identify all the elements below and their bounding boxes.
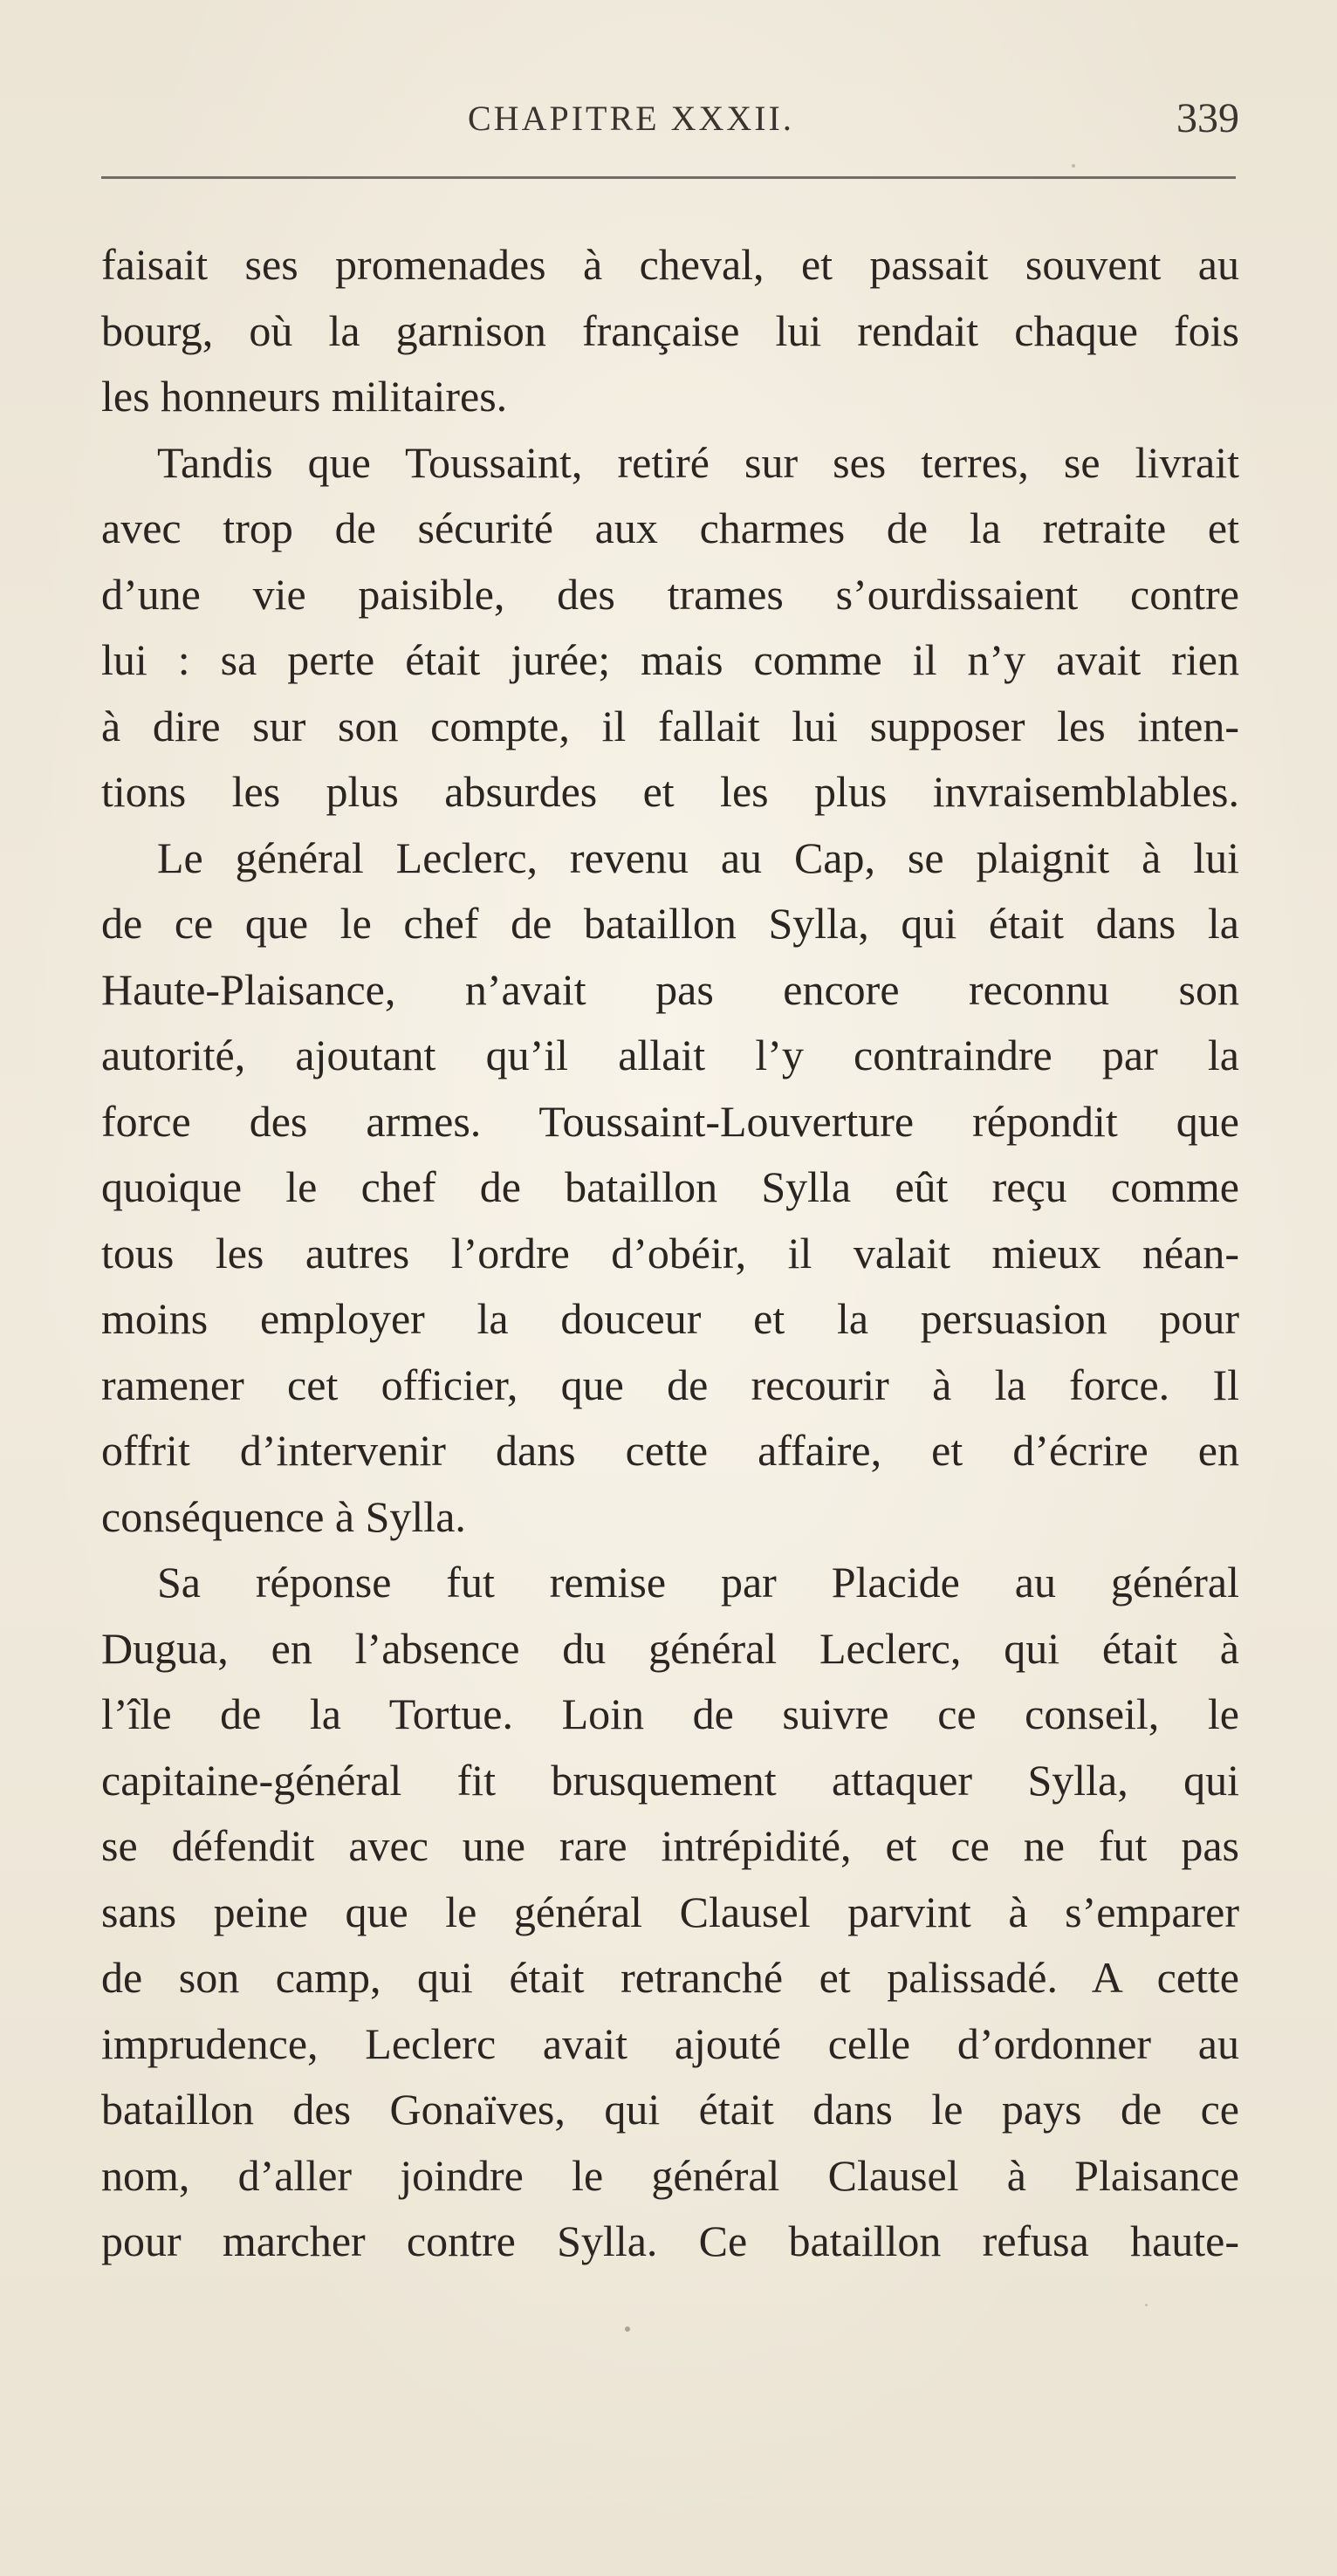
text-line: nom, d’aller joindre le général Clausel à Plaisance — [101, 2150, 1239, 2200]
text-line: de son camp, qui était retranché et palissadé. A cette — [101, 1953, 1239, 2002]
text-line: conséquence à Sylla. — [101, 1491, 466, 1541]
text-line: Sa réponse fut remise par Placide au général — [157, 1558, 1239, 1607]
text-line: capitaine-général fit brusquement attaquer Sylla, qui — [101, 1755, 1239, 1805]
text-line: offrit d’intervenir dans cette affaire, et d’écrire en — [101, 1426, 1239, 1475]
text-line: tions les plus absurdes et les plus invraisemblables. — [101, 767, 1239, 816]
text-line: sans peine que le général Clausel parvint à s’emparer — [101, 1887, 1239, 1936]
text-line: tous les autres l’ordre d’obéir, il valait mieux néan- — [101, 1228, 1239, 1278]
text-line: les honneurs militaires. — [101, 372, 508, 421]
text-line: ramener cet officier, que de recourir à la force. Il — [101, 1360, 1239, 1409]
running-head — [0, 95, 1337, 150]
text-line: Dugua, en l’absence du général Leclerc, qui était à — [101, 1623, 1239, 1673]
text-line: moins employer la douceur et la persuasion pour — [101, 1294, 1239, 1343]
text-line: quoique le chef de bataillon Sylla eût reçu comme — [101, 1162, 1239, 1211]
paper-speck — [625, 2326, 630, 2332]
text-line: d’une vie paisible, des trames s’ourdissaient contre — [101, 569, 1239, 619]
paper-speck — [1145, 2304, 1148, 2306]
text-line: l’île de la Tortue. Loin de suivre ce conseil, le — [101, 1689, 1239, 1738]
text-line: pour marcher contre Sylla. Ce bataillon refusa haute- — [101, 2216, 1239, 2265]
text-line: de ce que le chef de bataillon Sylla, qui était dans la — [101, 899, 1239, 948]
text-line: avec trop de sécurité aux charmes de la retraite et — [101, 504, 1239, 552]
body-text — [101, 232, 1239, 2275]
text-line: autorité, ajoutant qu’il allait l’y contraindre par la — [101, 1031, 1239, 1079]
text-line: Le général Leclerc, revenu au Cap, se plaignit à lui — [157, 832, 1239, 882]
page-number: 339 — [1176, 95, 1239, 141]
text-line: faisait ses promenades à cheval, et passait souvent au — [101, 240, 1239, 289]
text-line: à dire sur son compte, il fallait lui supposer les inten- — [101, 701, 1239, 750]
text-line: se défendit avec une rare intrépidité, et ce ne fut pas — [101, 1821, 1239, 1870]
text-line: Haute-Plaisance, n’avait pas encore reconnu son — [101, 964, 1239, 1014]
text-line: imprudence, Leclerc avait ajouté celle d’ordonner au — [101, 2018, 1239, 2068]
text-line: lui : sa perte était jurée; mais comme il n’y avait rien — [101, 635, 1239, 684]
text-line: bataillon des Gonaïves, qui était dans le pays de ce — [101, 2085, 1239, 2134]
text-line: bourg, où la garnison française lui rendait chaque fois — [101, 305, 1239, 355]
chapter-title: CHAPITRE XXXII. — [468, 99, 794, 138]
text-line: Tandis que Toussaint, retiré sur ses terres, se livrait — [157, 437, 1239, 487]
header-rule — [101, 176, 1236, 179]
text-line: force des armes. Toussaint-Louverture répondit que — [101, 1096, 1239, 1146]
paper-speck — [1072, 164, 1075, 168]
